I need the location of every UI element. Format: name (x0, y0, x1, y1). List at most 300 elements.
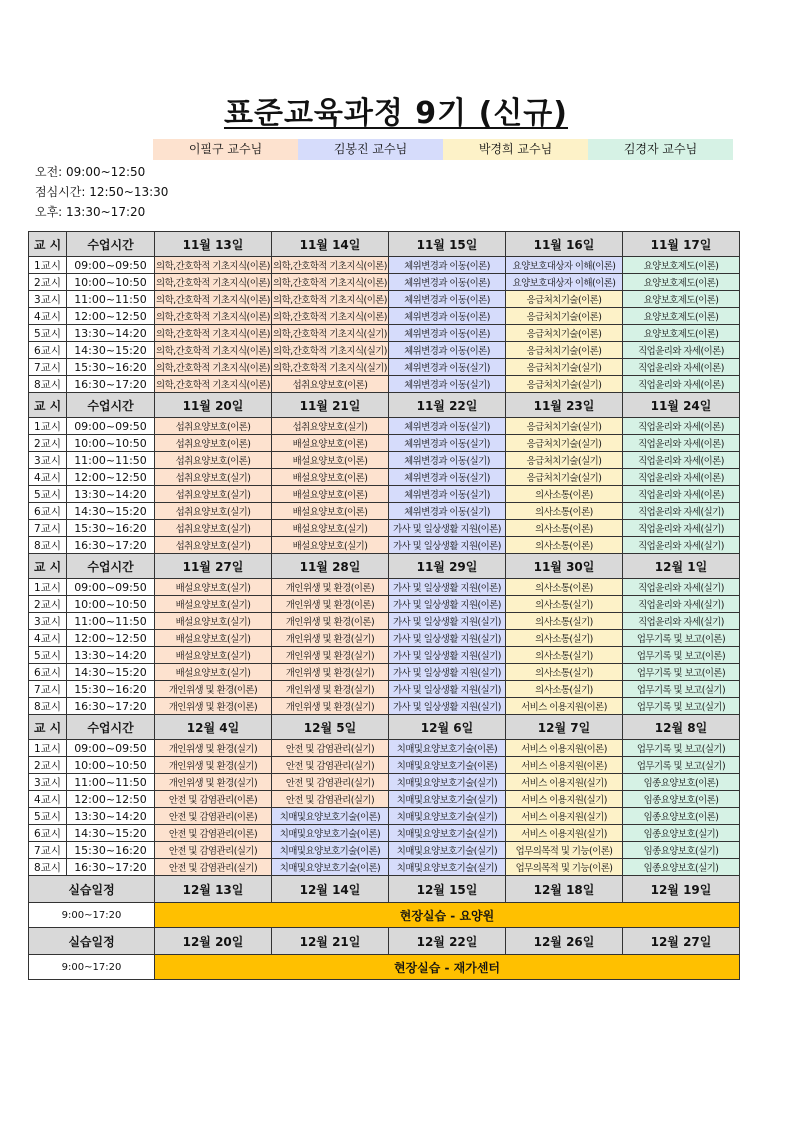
class-cell: 개인위생 및 환경(이론) (155, 698, 272, 715)
teacher-legend-item: 박경희 교수님 (443, 139, 588, 160)
class-cell: 직업윤리와 자세(실기) (623, 520, 740, 537)
morning-time: 오전: 09:00~12:50 (35, 165, 146, 179)
class-cell: 직업윤리와 자세(이론) (623, 486, 740, 503)
class-cell: 응급처치기술(이론) (506, 291, 623, 308)
class-cell: 업무기록 및 보고(이론) (623, 630, 740, 647)
class-cell: 직업윤리와 자세(이론) (623, 359, 740, 376)
period-header: 교 시 (29, 554, 67, 579)
class-cell: 체위변경과 이동(이론) (389, 342, 506, 359)
table-row (29, 613, 740, 630)
time-cell: 11:00~11:50 (67, 291, 155, 308)
class-cell: 치매및요양보호기술(이론) (272, 859, 389, 876)
class-cell: 임종요양보호(실기) (623, 842, 740, 859)
table-row (29, 520, 740, 537)
class-cell: 서비스 이용지원(이론) (506, 698, 623, 715)
period-cell: 5교시 (29, 647, 67, 664)
period-cell: 2교시 (29, 274, 67, 291)
class-cell: 체위변경과 이동(실기) (389, 435, 506, 452)
time-cell: 13:30~14:20 (67, 647, 155, 664)
practice-date: 12월 15일 (389, 876, 506, 903)
class-cell: 섭취요양보호(실기) (155, 486, 272, 503)
time-cell: 12:00~12:50 (67, 630, 155, 647)
class-cell: 체위변경과 이동(이론) (389, 274, 506, 291)
class-cell: 체위변경과 이동(실기) (389, 376, 506, 393)
time-info (35, 162, 168, 222)
table-row (29, 257, 740, 274)
class-cell: 직업윤리와 자세(이론) (623, 418, 740, 435)
class-cell: 직업윤리와 자세(실기) (623, 503, 740, 520)
period-cell: 8교시 (29, 376, 67, 393)
class-cell: 요양보호제도(이론) (623, 257, 740, 274)
period-cell: 2교시 (29, 435, 67, 452)
class-cell: 의학,간호학적 기초지식(이론) (155, 359, 272, 376)
class-cell: 배설요양보호(실기) (155, 647, 272, 664)
class-cell: 의학,간호학적 기초지식(이론) (155, 325, 272, 342)
practice-date: 12월 18일 (506, 876, 623, 903)
practice-date: 12월 19일 (623, 876, 740, 903)
class-cell: 의학,간호학적 기초지식(이론) (155, 376, 272, 393)
week-header-row (29, 232, 740, 257)
time-cell: 12:00~12:50 (67, 469, 155, 486)
class-cell: 가사 및 일상생활 지원(실기) (389, 681, 506, 698)
class-cell: 응급처치기술(실기) (506, 469, 623, 486)
table-row (29, 808, 740, 825)
table-row (29, 740, 740, 757)
practice-date: 12월 26일 (506, 928, 623, 955)
period-cell: 1교시 (29, 257, 67, 274)
class-cell: 임종요양보호(이론) (623, 808, 740, 825)
class-cell: 응급처치기술(실기) (506, 452, 623, 469)
class-cell: 직업윤리와 자세(이론) (623, 376, 740, 393)
class-cell: 배설요양보호(실기) (155, 630, 272, 647)
class-cell: 직업윤리와 자세(이론) (623, 452, 740, 469)
table-row (29, 291, 740, 308)
practice-time: 9:00~17:20 (29, 955, 155, 980)
class-cell: 배설요양보호(실기) (272, 520, 389, 537)
period-cell: 8교시 (29, 698, 67, 715)
date-header: 11월 14일 (272, 232, 389, 257)
class-cell: 개인위생 및 환경(실기) (272, 681, 389, 698)
class-cell: 가사 및 일상생활 지원(이론) (389, 537, 506, 554)
class-cell: 서비스 이용지원(이론) (506, 740, 623, 757)
date-header: 11월 17일 (623, 232, 740, 257)
period-cell: 6교시 (29, 825, 67, 842)
period-cell: 3교시 (29, 291, 67, 308)
class-cell: 가사 및 일상생활 지원(실기) (389, 647, 506, 664)
period-cell: 7교시 (29, 359, 67, 376)
date-header: 12월 8일 (623, 715, 740, 740)
teacher-legend (153, 139, 733, 160)
period-cell: 5교시 (29, 486, 67, 503)
class-cell: 체위변경과 이동(실기) (389, 469, 506, 486)
afternoon-time: 오후: 13:30~17:20 (35, 205, 146, 219)
class-cell: 치매및요양보호기술(이론) (272, 825, 389, 842)
class-cell: 응급처치기술(실기) (506, 435, 623, 452)
class-cell: 서비스 이용지원(실기) (506, 791, 623, 808)
class-cell: 섭취요양보호(실기) (155, 537, 272, 554)
date-header: 12월 4일 (155, 715, 272, 740)
period-cell: 1교시 (29, 418, 67, 435)
time-cell: 14:30~15:20 (67, 825, 155, 842)
class-cell: 의사소통(이론) (506, 520, 623, 537)
date-header: 12월 5일 (272, 715, 389, 740)
class-cell: 의학,간호학적 기초지식(실기) (272, 342, 389, 359)
page-title: 표준교육과정 9기 (신규) (223, 96, 568, 131)
table-row (29, 537, 740, 554)
time-cell: 09:00~09:50 (67, 418, 155, 435)
week-header-row (29, 715, 740, 740)
period-header: 교 시 (29, 232, 67, 257)
date-header: 11월 16일 (506, 232, 623, 257)
class-cell: 직업윤리와 자세(실기) (623, 537, 740, 554)
time-header: 수업시간 (67, 554, 155, 579)
time-cell: 11:00~11:50 (67, 613, 155, 630)
class-cell: 직업윤리와 자세(이론) (623, 469, 740, 486)
class-cell: 응급처치기술(이론) (506, 342, 623, 359)
class-cell: 안전 및 감염관리(실기) (272, 740, 389, 757)
period-cell: 6교시 (29, 503, 67, 520)
class-cell: 요양보호제도(이론) (623, 308, 740, 325)
time-cell: 16:30~17:20 (67, 537, 155, 554)
period-cell: 3교시 (29, 613, 67, 630)
class-cell: 요양보호제도(이론) (623, 325, 740, 342)
time-cell: 11:00~11:50 (67, 774, 155, 791)
class-cell: 치매및요양보호기술(이론) (272, 808, 389, 825)
class-cell: 의학,간호학적 기초지식(이론) (272, 257, 389, 274)
class-cell: 의사소통(실기) (506, 630, 623, 647)
class-cell: 서비스 이용지원(실기) (506, 825, 623, 842)
table-row (29, 274, 740, 291)
time-cell: 16:30~17:20 (67, 698, 155, 715)
practice-banner: 현장실습 - 재가센터 (155, 955, 740, 980)
class-cell: 치매및요양보호기술(실기) (389, 791, 506, 808)
table-row (29, 376, 740, 393)
class-cell: 체위변경과 이동(이론) (389, 257, 506, 274)
date-header: 12월 7일 (506, 715, 623, 740)
class-cell: 배설요양보호(실기) (155, 613, 272, 630)
time-cell: 15:30~16:20 (67, 520, 155, 537)
class-cell: 요양보호제도(이론) (623, 274, 740, 291)
practice-date: 12월 27일 (623, 928, 740, 955)
class-cell: 체위변경과 이동(실기) (389, 486, 506, 503)
class-cell: 업무의목적 및 기능(이론) (506, 842, 623, 859)
class-cell: 치매및요양보호기술(실기) (389, 859, 506, 876)
period-cell: 2교시 (29, 596, 67, 613)
class-cell: 의학,간호학적 기초지식(이론) (155, 308, 272, 325)
class-cell: 안전 및 감염관리(이론) (155, 808, 272, 825)
period-cell: 6교시 (29, 664, 67, 681)
class-cell: 업무기록 및 보고(이론) (623, 647, 740, 664)
time-cell: 12:00~12:50 (67, 308, 155, 325)
date-header: 11월 13일 (155, 232, 272, 257)
date-header: 11월 15일 (389, 232, 506, 257)
class-cell: 안전 및 감염관리(실기) (155, 842, 272, 859)
table-row (29, 647, 740, 664)
practice-time: 9:00~17:20 (29, 903, 155, 928)
table-row (29, 596, 740, 613)
period-cell: 3교시 (29, 452, 67, 469)
class-cell: 요양보호대상자 이해(이론) (506, 257, 623, 274)
table-row (29, 698, 740, 715)
class-cell: 섭취요양보호(실기) (155, 469, 272, 486)
class-cell: 응급처치기술(이론) (506, 308, 623, 325)
class-cell: 개인위생 및 환경(실기) (272, 698, 389, 715)
class-cell: 의사소통(이론) (506, 579, 623, 596)
period-cell: 8교시 (29, 859, 67, 876)
class-cell: 치매및요양보호기술(실기) (389, 842, 506, 859)
class-cell: 의학,간호학적 기초지식(실기) (272, 325, 389, 342)
practice-date: 12월 13일 (155, 876, 272, 903)
date-header: 11월 27일 (155, 554, 272, 579)
class-cell: 배설요양보호(실기) (155, 579, 272, 596)
table-row (29, 342, 740, 359)
practice-label: 실습일정 (29, 928, 155, 955)
class-cell: 치매및요양보호기술(실기) (389, 825, 506, 842)
time-header: 수업시간 (67, 715, 155, 740)
time-cell: 09:00~09:50 (67, 257, 155, 274)
class-cell: 배설요양보호(실기) (155, 664, 272, 681)
table-row (29, 503, 740, 520)
date-header: 11월 23일 (506, 393, 623, 418)
class-cell: 직업윤리와 자세(실기) (623, 579, 740, 596)
class-cell: 배설요양보호(실기) (155, 596, 272, 613)
class-cell: 업무기록 및 보고(실기) (623, 698, 740, 715)
time-cell: 16:30~17:20 (67, 376, 155, 393)
time-cell: 09:00~09:50 (67, 579, 155, 596)
class-cell: 가사 및 일상생활 지원(이론) (389, 579, 506, 596)
class-cell: 섭취요양보호(실기) (155, 520, 272, 537)
class-cell: 요양보호제도(이론) (623, 291, 740, 308)
class-cell: 의사소통(실기) (506, 647, 623, 664)
table-row (29, 308, 740, 325)
class-cell: 치매및요양보호기술(실기) (389, 774, 506, 791)
period-cell: 1교시 (29, 579, 67, 596)
period-cell: 8교시 (29, 537, 67, 554)
class-cell: 가사 및 일상생활 지원(실기) (389, 664, 506, 681)
class-cell: 배설요양보호(이론) (272, 503, 389, 520)
table-row (29, 469, 740, 486)
date-header: 12월 1일 (623, 554, 740, 579)
class-cell: 의사소통(실기) (506, 596, 623, 613)
class-cell: 임종요양보호(이론) (623, 774, 740, 791)
time-cell: 10:00~10:50 (67, 274, 155, 291)
table-row (29, 774, 740, 791)
date-header: 12월 6일 (389, 715, 506, 740)
class-cell: 안전 및 감염관리(실기) (272, 757, 389, 774)
class-cell: 의학,간호학적 기초지식(이론) (272, 274, 389, 291)
time-cell: 14:30~15:20 (67, 503, 155, 520)
class-cell: 응급처치기술(이론) (506, 325, 623, 342)
class-cell: 업무기록 및 보고(실기) (623, 740, 740, 757)
class-cell: 섭취요양보호(이론) (155, 435, 272, 452)
period-cell: 5교시 (29, 808, 67, 825)
class-cell: 섭취요양보호(실기) (155, 503, 272, 520)
date-header: 11월 20일 (155, 393, 272, 418)
time-cell: 09:00~09:50 (67, 740, 155, 757)
class-cell: 안전 및 감염관리(실기) (272, 791, 389, 808)
class-cell: 직업윤리와 자세(이론) (623, 435, 740, 452)
class-cell: 의사소통(이론) (506, 503, 623, 520)
class-cell: 개인위생 및 환경(이론) (272, 613, 389, 630)
class-cell: 배설요양보호(이론) (272, 435, 389, 452)
class-cell: 의학,간호학적 기초지식(이론) (155, 291, 272, 308)
time-cell: 10:00~10:50 (67, 435, 155, 452)
table-row (29, 630, 740, 647)
class-cell: 개인위생 및 환경(실기) (155, 740, 272, 757)
class-cell: 안전 및 감염관리(실기) (272, 774, 389, 791)
class-cell: 섭취요양보호(이론) (155, 452, 272, 469)
class-cell: 안전 및 감염관리(실기) (155, 859, 272, 876)
table-row (29, 452, 740, 469)
class-cell: 업무기록 및 보고(이론) (623, 664, 740, 681)
class-cell: 업무기록 및 보고(실기) (623, 757, 740, 774)
class-cell: 직업윤리와 자세(실기) (623, 596, 740, 613)
period-cell: 7교시 (29, 842, 67, 859)
date-header: 11월 29일 (389, 554, 506, 579)
time-header: 수업시간 (67, 232, 155, 257)
table-row (29, 664, 740, 681)
class-cell: 직업윤리와 자세(실기) (623, 613, 740, 630)
period-header: 교 시 (29, 715, 67, 740)
practice-date: 12월 22일 (389, 928, 506, 955)
table-row (29, 791, 740, 808)
period-cell: 4교시 (29, 308, 67, 325)
time-cell: 10:00~10:50 (67, 596, 155, 613)
period-cell: 5교시 (29, 325, 67, 342)
class-cell: 의사소통(실기) (506, 664, 623, 681)
practice-date: 12월 21일 (272, 928, 389, 955)
period-cell: 4교시 (29, 791, 67, 808)
class-cell: 치매및요양보호기술(이론) (389, 757, 506, 774)
class-cell: 업무의목적 및 기능(이론) (506, 859, 623, 876)
schedule-table (28, 231, 740, 980)
class-cell: 가사 및 일상생활 지원(실기) (389, 698, 506, 715)
period-cell: 4교시 (29, 630, 67, 647)
class-cell: 체위변경과 이동(이론) (389, 308, 506, 325)
time-cell: 10:00~10:50 (67, 757, 155, 774)
practice-row (29, 903, 740, 928)
class-cell: 개인위생 및 환경(이론) (272, 579, 389, 596)
date-header: 11월 22일 (389, 393, 506, 418)
class-cell: 가사 및 일상생활 지원(이론) (389, 596, 506, 613)
table-row (29, 842, 740, 859)
class-cell: 섭취요양보호(이론) (155, 418, 272, 435)
period-cell: 2교시 (29, 757, 67, 774)
class-cell: 가사 및 일상생활 지원(실기) (389, 630, 506, 647)
class-cell: 섭취요양보호(이론) (272, 376, 389, 393)
class-cell: 체위변경과 이동(이론) (389, 291, 506, 308)
class-cell: 개인위생 및 환경(실기) (272, 647, 389, 664)
class-cell: 치매및요양보호기술(이론) (272, 842, 389, 859)
period-cell: 1교시 (29, 740, 67, 757)
class-cell: 가사 및 일상생활 지원(실기) (389, 613, 506, 630)
date-header: 11월 28일 (272, 554, 389, 579)
date-header: 11월 30일 (506, 554, 623, 579)
time-cell: 14:30~15:20 (67, 664, 155, 681)
class-cell: 직업윤리와 자세(이론) (623, 342, 740, 359)
time-cell: 15:30~16:20 (67, 842, 155, 859)
class-cell: 서비스 이용지원(실기) (506, 808, 623, 825)
period-header: 교 시 (29, 393, 67, 418)
class-cell: 체위변경과 이동(실기) (389, 418, 506, 435)
time-cell: 13:30~14:20 (67, 808, 155, 825)
class-cell: 치매및요양보호기술(이론) (389, 740, 506, 757)
class-cell: 의학,간호학적 기초지식(이론) (272, 291, 389, 308)
table-row (29, 359, 740, 376)
time-cell: 12:00~12:50 (67, 791, 155, 808)
class-cell: 요양보호대상자 이해(이론) (506, 274, 623, 291)
class-cell: 응급처치기술(실기) (506, 359, 623, 376)
class-cell: 체위변경과 이동(실기) (389, 359, 506, 376)
date-header: 11월 24일 (623, 393, 740, 418)
period-cell: 3교시 (29, 774, 67, 791)
teacher-legend-item: 김봉진 교수님 (298, 139, 443, 160)
time-cell: 13:30~14:20 (67, 325, 155, 342)
week-header-row (29, 554, 740, 579)
table-row (29, 435, 740, 452)
period-cell: 6교시 (29, 342, 67, 359)
table-row (29, 486, 740, 503)
practice-label: 실습일정 (29, 876, 155, 903)
class-cell: 임종요양보호(실기) (623, 825, 740, 842)
class-cell: 개인위생 및 환경(이론) (155, 681, 272, 698)
class-cell: 의사소통(실기) (506, 681, 623, 698)
class-cell: 배설요양보호(실기) (272, 537, 389, 554)
class-cell: 개인위생 및 환경(실기) (155, 757, 272, 774)
class-cell: 배설요양보호(이론) (272, 486, 389, 503)
time-cell: 14:30~15:20 (67, 342, 155, 359)
class-cell: 체위변경과 이동(실기) (389, 503, 506, 520)
time-cell: 16:30~17:20 (67, 859, 155, 876)
table-row (29, 325, 740, 342)
class-cell: 임종요양보호(실기) (623, 859, 740, 876)
date-header: 11월 21일 (272, 393, 389, 418)
class-cell: 서비스 이용지원(실기) (506, 774, 623, 791)
time-cell: 13:30~14:20 (67, 486, 155, 503)
class-cell: 의사소통(이론) (506, 537, 623, 554)
class-cell: 업무기록 및 보고(실기) (623, 681, 740, 698)
class-cell: 의학,간호학적 기초지식(실기) (272, 359, 389, 376)
lunch-time: 점심시간: 12:50~13:30 (35, 185, 169, 199)
class-cell: 체위변경과 이동(이론) (389, 325, 506, 342)
class-cell: 의학,간호학적 기초지식(이론) (272, 308, 389, 325)
class-cell: 의사소통(실기) (506, 613, 623, 630)
class-cell: 의사소통(이론) (506, 486, 623, 503)
table-row (29, 825, 740, 842)
time-cell: 15:30~16:20 (67, 681, 155, 698)
class-cell: 개인위생 및 환경(이론) (272, 596, 389, 613)
practice-row (29, 955, 740, 980)
class-cell: 안전 및 감염관리(이론) (155, 791, 272, 808)
class-cell: 섭취요양보호(실기) (272, 418, 389, 435)
class-cell: 의학,간호학적 기초지식(이론) (155, 342, 272, 359)
class-cell: 의학,간호학적 기초지식(이론) (155, 257, 272, 274)
class-cell: 개인위생 및 환경(실기) (155, 774, 272, 791)
table-row (29, 681, 740, 698)
week-header-row (29, 393, 740, 418)
class-cell: 배설요양보호(이론) (272, 469, 389, 486)
class-cell: 가사 및 일상생활 지원(이론) (389, 520, 506, 537)
class-cell: 안전 및 감염관리(이론) (155, 825, 272, 842)
time-cell: 11:00~11:50 (67, 452, 155, 469)
class-cell: 응급처치기술(실기) (506, 418, 623, 435)
table-row (29, 579, 740, 596)
table-row (29, 859, 740, 876)
practice-header-row (29, 928, 740, 955)
class-cell: 의학,간호학적 기초지식(이론) (155, 274, 272, 291)
time-cell: 15:30~16:20 (67, 359, 155, 376)
practice-header-row (29, 876, 740, 903)
